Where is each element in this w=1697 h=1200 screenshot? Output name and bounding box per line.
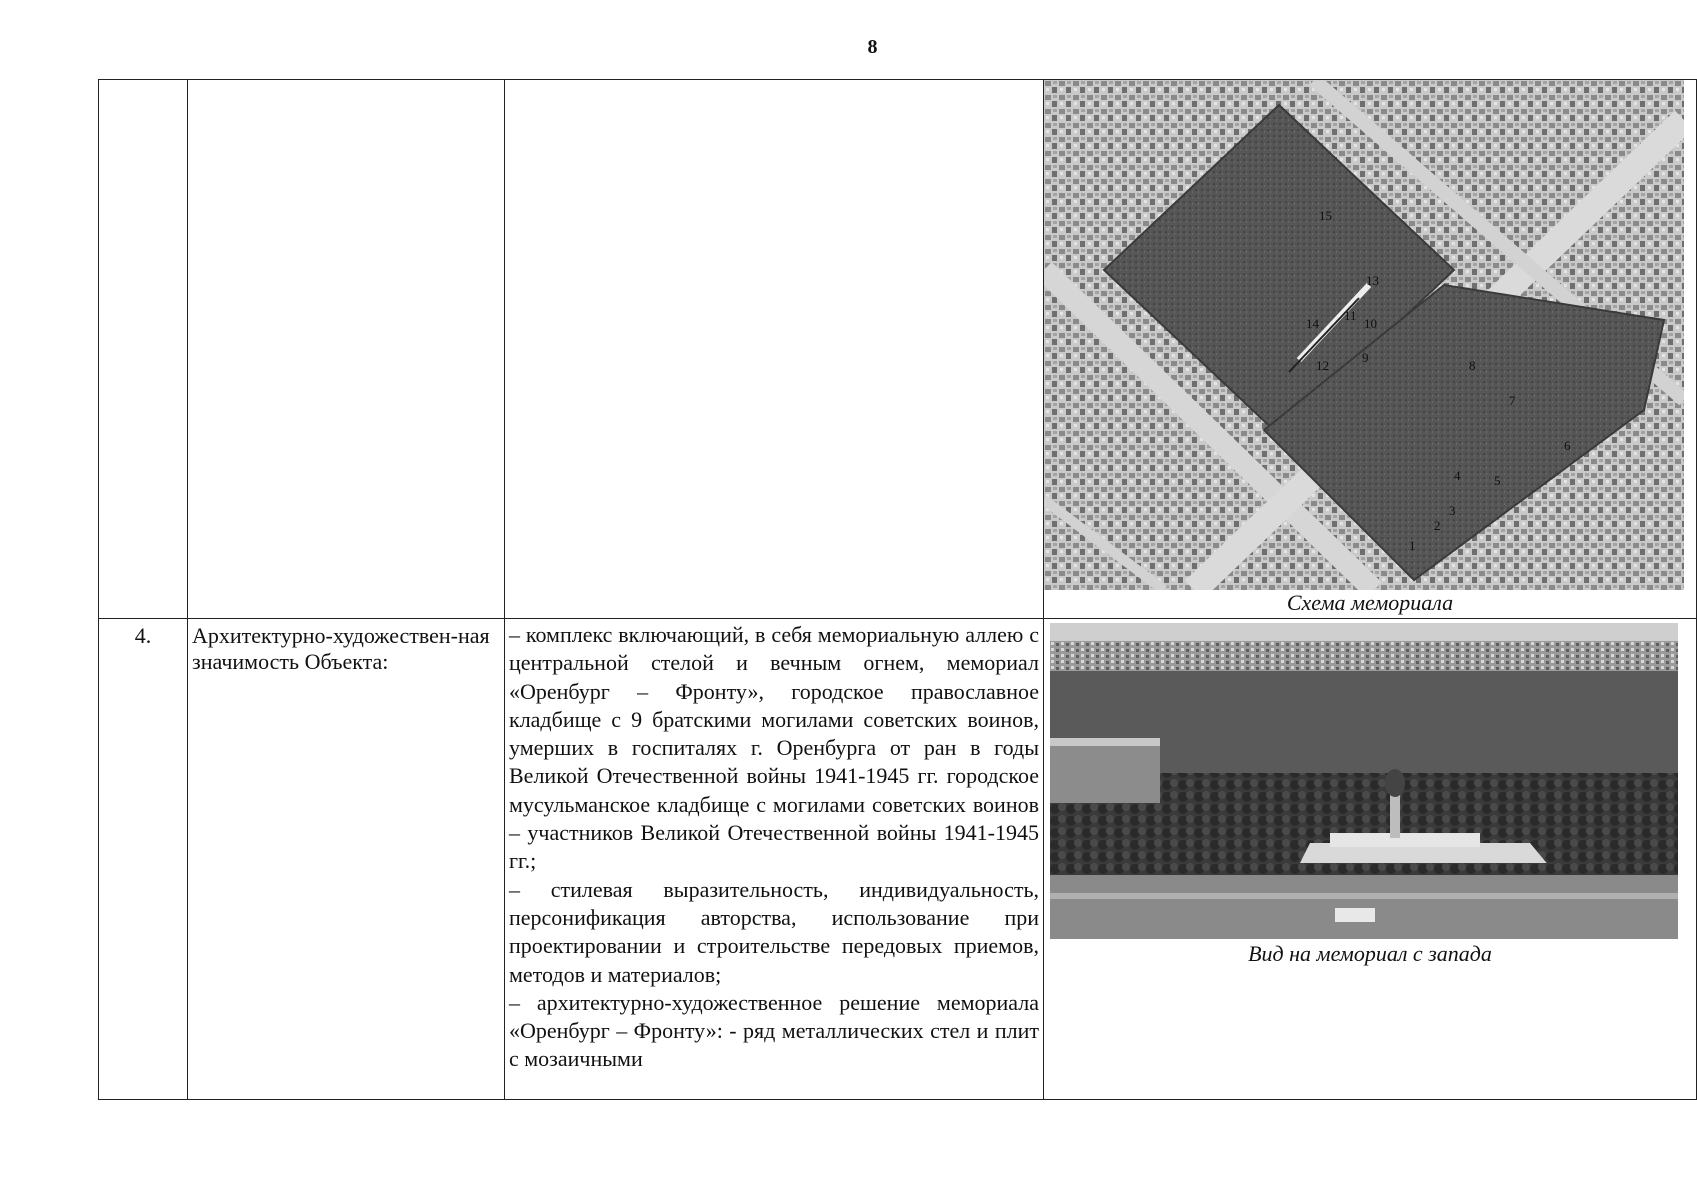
object-description-table xyxy=(98,79,1697,1100)
row-image-cell xyxy=(1044,80,1697,619)
row-image-cell xyxy=(1044,619,1697,1100)
map-label: 3 xyxy=(1449,503,1456,518)
aerial-map-caption: Схема мемориала xyxy=(1286,590,1454,615)
table-row xyxy=(99,80,1697,619)
memorial-aerial-map xyxy=(1044,80,1684,590)
map-label: 2 xyxy=(1434,518,1441,533)
description-paragraph: – архитектурно-художественное решение мемориала «Оренбург – Фронту»: - ряд металлических стел и плит с мозаичными xyxy=(509,989,1039,1072)
description-paragraph: – комплекс включающий, в себя мемориальную аллею с центральной стелой и вечным огнем, мемориал «Оренбург – Фронту», городское православное кладбище с 9 братскими могилами советских воинов, умерших в госпиталях г. Оренбурга от ран в годы Великой Отечественной войны 1941-1945 гг. городское мусульманское кладбище с могилами советских воинов – участников Великой Отечественной войны 1941-1945 гг.; xyxy=(509,622,1039,874)
page-number: 8 xyxy=(867,36,878,58)
row-number-cell xyxy=(99,80,188,619)
row-description-cell xyxy=(505,80,1044,619)
row-label-cell xyxy=(188,80,505,619)
map-label: 1 xyxy=(1409,538,1416,553)
map-label: 5 xyxy=(1494,473,1501,488)
row-number-cell: 4. xyxy=(99,619,188,1100)
row-label-cell: Архитектурно-художествен-ная значимость Объекта: xyxy=(188,619,505,1100)
map-label: 13 xyxy=(1366,273,1379,288)
description-paragraph: – стилевая выразительность, индивидуальность, персонификация авторства, использование при проектировании и строительстве передовых приемов, методов и материалов; xyxy=(509,876,1039,987)
map-label: 11 xyxy=(1344,308,1357,323)
table-row xyxy=(99,619,1697,1100)
memorial-west-view-photo xyxy=(1050,623,1678,939)
map-label: 8 xyxy=(1469,358,1476,373)
map-label: 7 xyxy=(1509,393,1516,408)
map-label: 10 xyxy=(1364,316,1377,331)
map-label: 12 xyxy=(1316,358,1329,373)
map-label: 14 xyxy=(1306,316,1319,331)
map-label: 6 xyxy=(1564,438,1571,453)
map-label: 4 xyxy=(1454,468,1461,483)
row-description-cell xyxy=(505,619,1044,1100)
map-label: 9 xyxy=(1362,350,1369,365)
memorial-photo-caption: Вид на мемориал с запада xyxy=(1248,941,1492,966)
map-label: 15 xyxy=(1319,208,1332,223)
